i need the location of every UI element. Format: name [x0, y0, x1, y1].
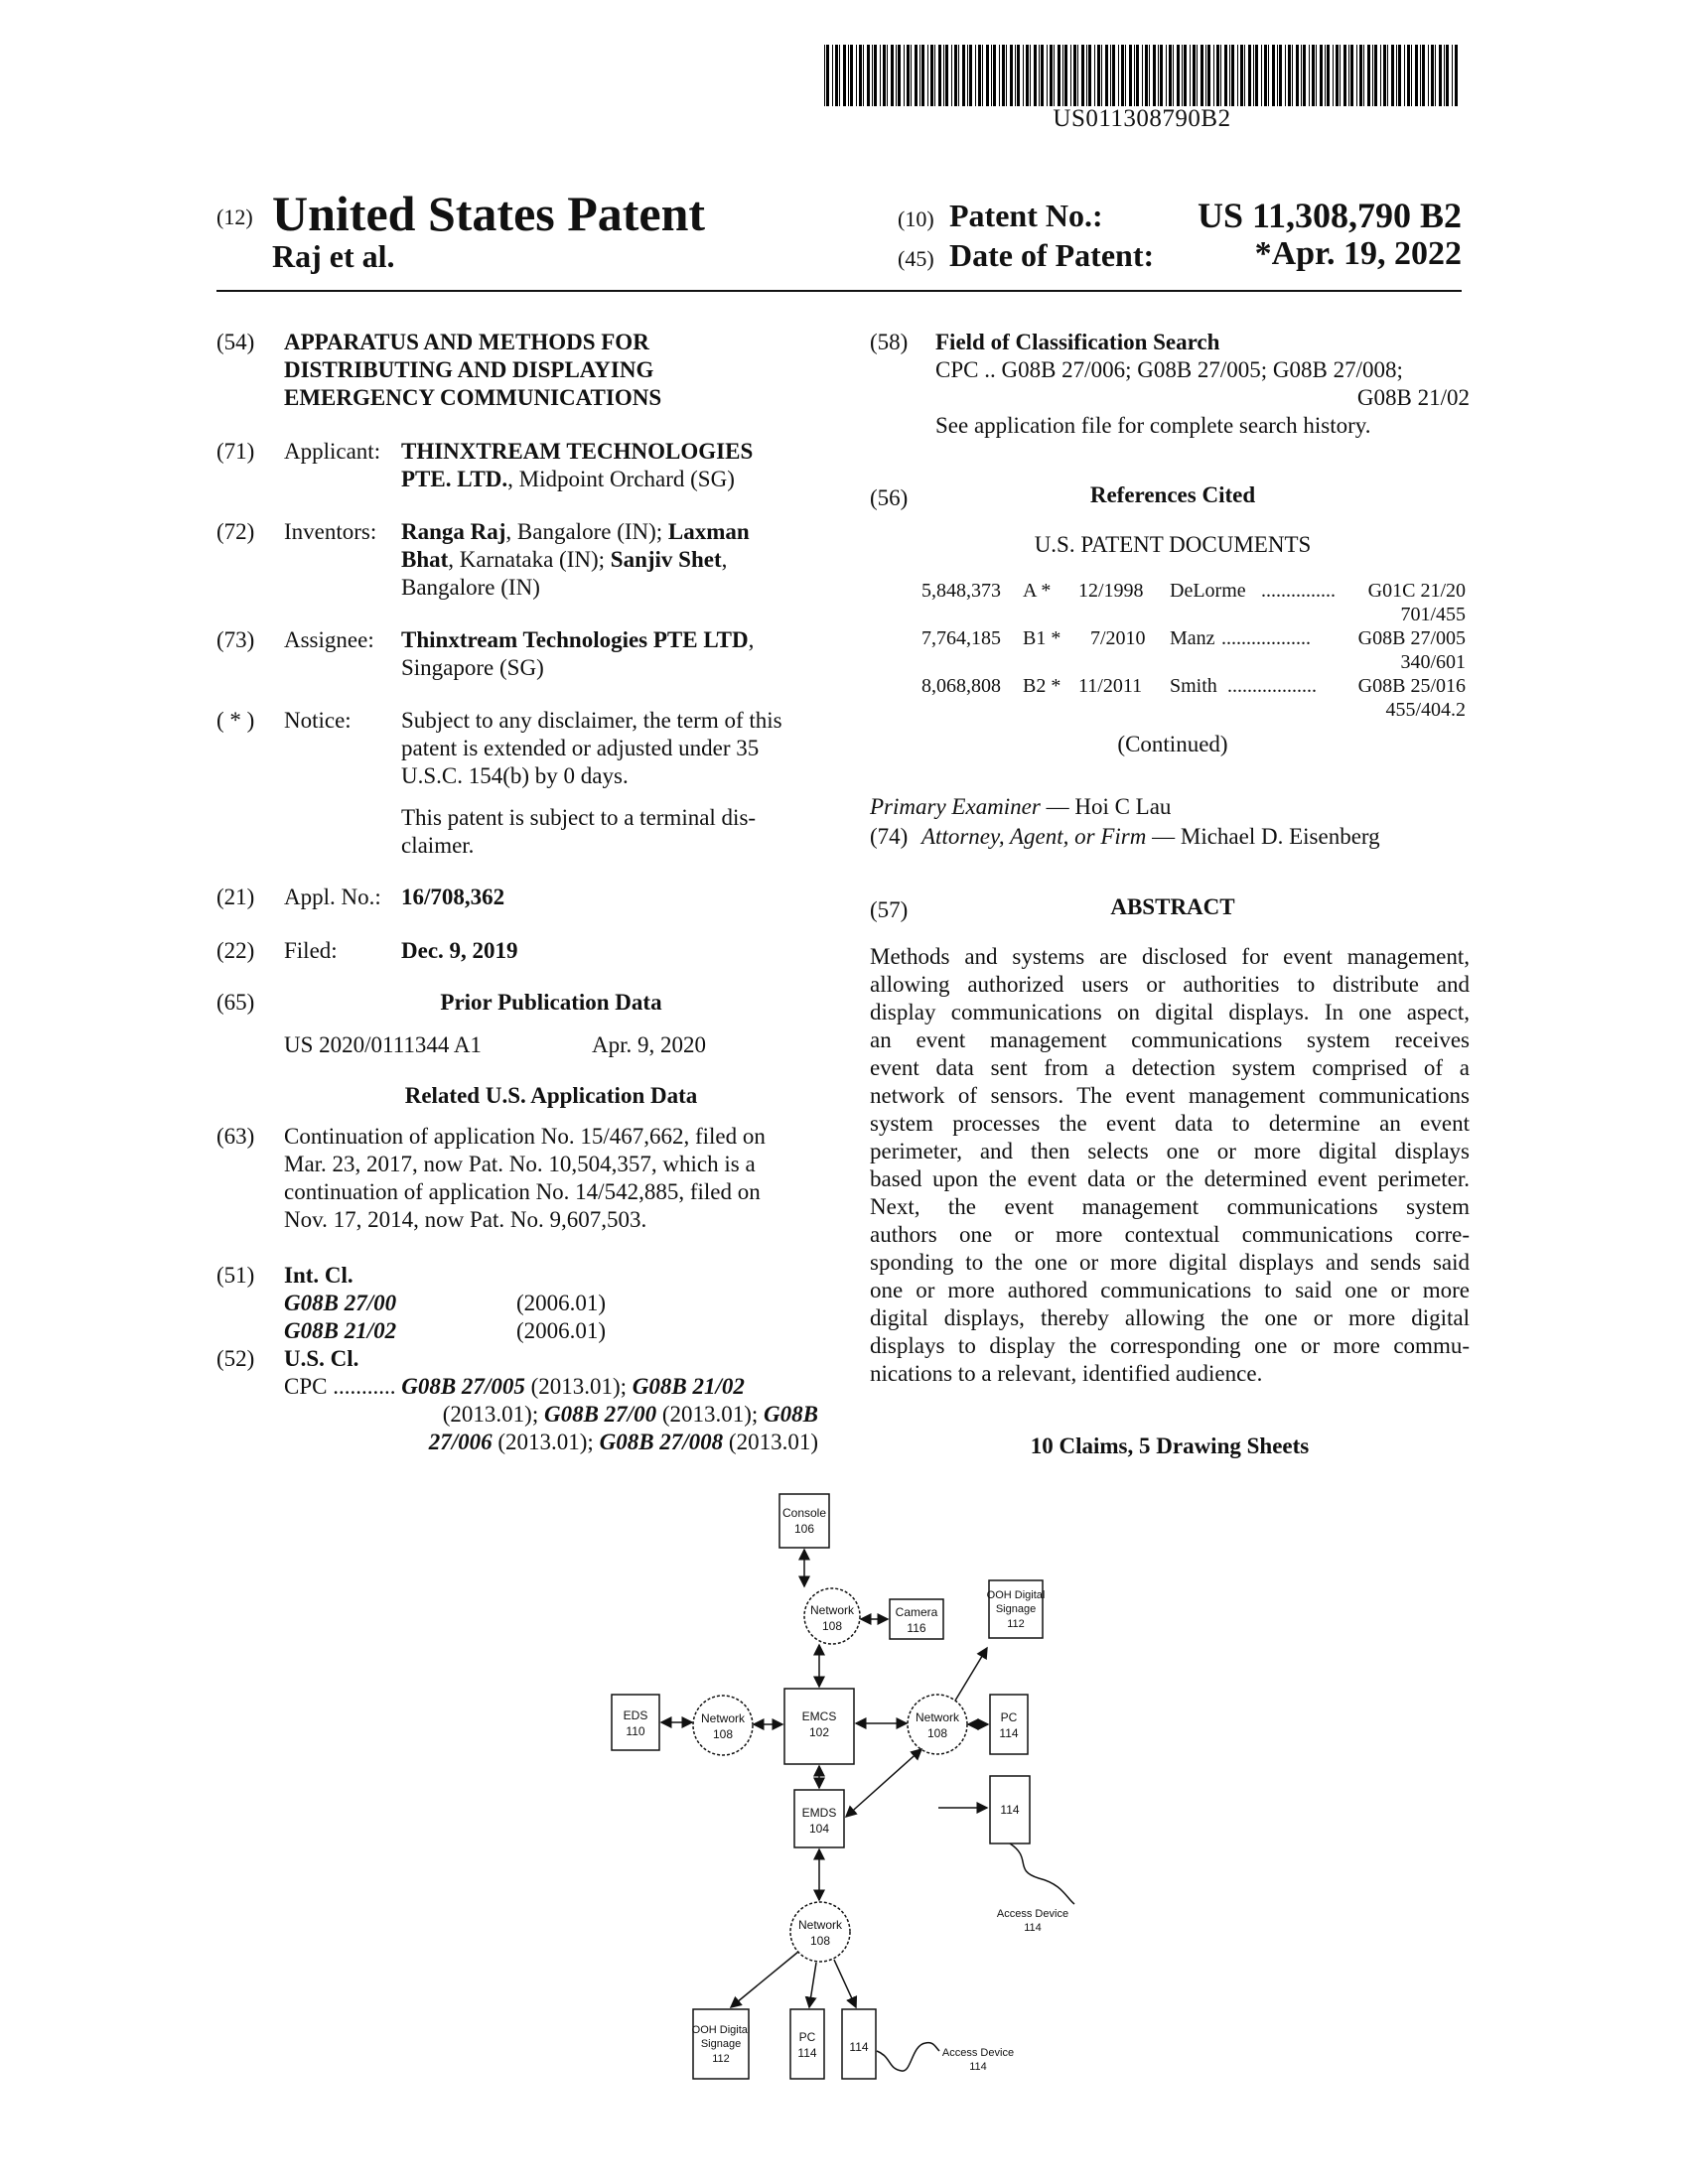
f72-code: (72)	[216, 519, 255, 544]
notice-text: Subject to any disclaimer, the term of this patent is extended or adjusted under 35 U.S.C. 154(b) by 0 days. This patent is subject to a terminal dis- claimer.	[401, 708, 782, 858]
us-cl-label: U.S. Cl.	[284, 1346, 359, 1371]
emds-number: 104	[808, 1822, 830, 1836]
appl-no-value: 16/708,362	[401, 885, 505, 909]
ooh-bottom-label-1: OOH Digital	[691, 2024, 751, 2036]
primary-examiner: Primary Examiner — Hoi C Lau	[870, 794, 1172, 819]
reference-row: 7,764,185 B1 * 7/2010 Manz .................. G08B 27/005	[921, 627, 1466, 649]
abstract-line: authors one or more contextual communications corre-	[870, 1222, 1470, 1247]
access-bottom-number: 114	[969, 2061, 987, 2073]
int-cl-label: Int. Cl.	[284, 1263, 353, 1288]
network-left-number: 108	[712, 1727, 734, 1741]
appl-no-label: Appl. No.:	[284, 885, 381, 909]
patent-no-value: US 11,308,790 B2	[1197, 196, 1462, 235]
abstract-line: network of sensors. The event management communications	[870, 1083, 1470, 1108]
ooh-bottom-number: 112	[712, 2053, 730, 2065]
filed-label: Filed:	[284, 938, 338, 963]
abstract-line: an event management communications system receives	[870, 1027, 1470, 1052]
pc-right-number: 114	[999, 1726, 1019, 1740]
device-right-number: 114	[1000, 1803, 1020, 1817]
abstract-line: one or more authored communications to said one or more	[870, 1278, 1470, 1302]
eds-number: 110	[626, 1724, 645, 1738]
patent-no-label: Patent No.:	[949, 198, 1103, 233]
field-search-cpc: CPC .. G08B 27/006; G08B 27/005; G08B 27/008; G08B 21/02 See application file for complete search history.	[935, 357, 1470, 438]
f21-code: (21)	[216, 885, 255, 909]
continuation-text: Continuation of application No. 15/467,662, filed on Mar. 23, 2017, now Pat. No. 10,504,357, which is a continuation of application No. 14/542,885, filed on Nov. 17, 2014, now Pat. No. 9,607,503.	[284, 1124, 766, 1232]
emcs-label: EMCS	[801, 1709, 837, 1723]
f58-code: (58)	[870, 330, 909, 354]
emcs-number: 102	[808, 1725, 830, 1739]
abstract-heading: ABSTRACT	[1110, 894, 1235, 919]
system-diagram	[596, 1489, 1092, 2095]
network-left-label: Network	[700, 1711, 746, 1725]
abstract-line: event data sent from a detection system comprised of a	[870, 1055, 1470, 1080]
f63-code: (63)	[216, 1124, 255, 1149]
claims-summary: 10 Claims, 5 Drawing Sheets	[1030, 1433, 1310, 1458]
ooh-top-label-1: OOH Digital	[986, 1589, 1046, 1601]
date-label: Date of Patent:	[949, 237, 1155, 273]
us-cl-cpc: CPC ........... G08B 27/005 (2013.01); G08B 21/02 (2013.01); G08B 27/00 (2013.01); G08B 27/006 (2013.01); G08B 27/008 (2013.01)	[284, 1374, 818, 1454]
f74-code: (74)	[870, 824, 909, 849]
reference-row: 5,848,373 A * 12/1998 DeLorme ............... G01C 21/20	[921, 580, 1466, 602]
network-top-label: Network	[809, 1603, 855, 1617]
invention-title: APPARATUS AND METHODS FOR DISTRIBUTING AND DISPLAYING EMERGENCY COMMUNICATIONS	[284, 330, 662, 410]
pc-bottom-box	[790, 2009, 824, 2079]
applicant-value: THINXTREAM TECHNOLOGIES PTE. LTD., Midpoint Orchard (SG)	[401, 439, 754, 491]
references-table	[870, 580, 1470, 723]
network-top-number: 108	[821, 1619, 843, 1633]
int-cl-2-date: (2006.01)	[516, 1318, 607, 1343]
network-bottom-cloud	[790, 1902, 850, 1962]
access-right-number: 114	[1024, 1922, 1042, 1934]
network-bottom-number: 108	[809, 1934, 831, 1948]
int-cl-1: G08B 27/00	[284, 1291, 397, 1315]
f22-code: (22)	[216, 938, 255, 963]
pc-right-box	[990, 1695, 1028, 1754]
network-right-label: Network	[915, 1710, 960, 1724]
code-12: (12)	[216, 205, 253, 229]
network-right-number: 108	[926, 1726, 948, 1740]
prior-pub-number: US 2020/0111344 A1	[284, 1032, 482, 1057]
abstract-text	[870, 943, 1470, 1388]
code-10: (10)	[898, 206, 934, 231]
f57-code: (57)	[870, 897, 909, 922]
eds-label: EDS	[623, 1708, 648, 1722]
abstract-line: displays to display the corresponding one or more commu-	[870, 1333, 1470, 1358]
abstract-line: based upon the event data or the determined event perimeter.	[870, 1166, 1470, 1191]
int-cl-1-date: (2006.01)	[516, 1291, 607, 1315]
access-bottom-label: Access Device	[941, 2047, 1015, 2059]
code-45: (45)	[898, 246, 934, 271]
access-right-label: Access Device	[996, 1908, 1069, 1920]
pc-bottom-number: 114	[797, 2046, 817, 2060]
inventors-label: Inventors:	[284, 519, 377, 544]
abstract-line: Next, the event management communications system	[870, 1194, 1470, 1219]
reference-row-sub: 455/404.2	[1385, 699, 1466, 721]
filed-value: Dec. 9, 2019	[401, 938, 518, 963]
console-number: 106	[793, 1522, 815, 1536]
pc-right-label: PC	[1000, 1710, 1018, 1724]
prior-pub-heading: Prior Publication Data	[440, 990, 662, 1015]
patent-title: United States Patent	[272, 186, 706, 241]
emds-label: EMDS	[801, 1806, 837, 1820]
network-left-cloud	[693, 1696, 753, 1755]
ooh-bottom-label-2: Signage	[700, 2038, 742, 2050]
assignee-value: Thinxtream Technologies PTE LTD, Singapore (SG)	[401, 627, 755, 680]
abstract-line: sponding to the one or more digital displays and sends said	[870, 1250, 1470, 1275]
inventors-short: Raj et al.	[272, 238, 395, 274]
reference-row-sub: 701/455	[1400, 604, 1466, 625]
f54-code: (54)	[216, 330, 255, 354]
date-value: *Apr. 19, 2022	[1254, 235, 1462, 272]
prior-pub-date: Apr. 9, 2020	[592, 1032, 706, 1057]
ooh-top-number: 112	[1007, 1618, 1025, 1630]
barcode	[824, 45, 1460, 106]
network-bottom-label: Network	[797, 1918, 843, 1932]
us-patent-documents: U.S. PATENT DOCUMENTS	[1034, 532, 1312, 557]
abstract-line: display communications on digital displays. In one aspect,	[870, 1000, 1470, 1024]
int-cl-2: G08B 21/02	[284, 1318, 397, 1343]
references-continued: (Continued)	[1117, 732, 1228, 756]
reference-row: 8,068,808 B2 * 11/2011 Smith .................. G08B 25/016	[921, 675, 1466, 697]
console-box	[779, 1494, 829, 1548]
abstract-line: perimeter, and then selects one or more digital displays	[870, 1139, 1470, 1163]
abstract-line: digital displays, thereby allowing the one or more digital	[870, 1305, 1470, 1330]
notice-code: ( * )	[216, 708, 255, 733]
camera-label: Camera	[895, 1605, 938, 1619]
field-search-label: Field of Classification Search	[935, 330, 1220, 354]
f65-code: (65)	[216, 990, 255, 1015]
f56-code: (56)	[870, 485, 909, 510]
abstract-line: system processes the event data to determine an event	[870, 1111, 1470, 1136]
inventors-value: Ranga Raj, Bangalore (IN); Laxman Bhat, Karnataka (IN); Sanjiv Shet, Bangalore (IN)	[401, 519, 750, 600]
f73-code: (73)	[216, 627, 255, 652]
f52-code: (52)	[216, 1346, 255, 1371]
device-bottom-number: 114	[849, 2040, 869, 2054]
eds-box	[612, 1695, 659, 1750]
f71-code: (71)	[216, 439, 255, 464]
reference-row-sub: 340/601	[1400, 651, 1466, 673]
pc-bottom-label: PC	[798, 2030, 816, 2044]
assignee-label: Assignee:	[284, 627, 374, 652]
abstract-line: allowing authorized users or authorities to distribute and	[870, 972, 1470, 997]
ooh-top-label-2: Signage	[995, 1603, 1037, 1615]
applicant-label: Applicant:	[284, 439, 381, 464]
header-rule	[216, 290, 1462, 292]
camera-number: 116	[907, 1621, 926, 1635]
attorney: Attorney, Agent, or Firm — Michael D. Eisenberg	[921, 824, 1380, 849]
notice-label: Notice:	[284, 708, 352, 733]
references-heading: References Cited	[1089, 482, 1256, 507]
network-right-cloud	[908, 1695, 967, 1754]
console-label: Console	[781, 1506, 827, 1520]
related-heading: Related U.S. Application Data	[404, 1083, 698, 1108]
barcode-number: US011308790B2	[1053, 105, 1231, 132]
abstract-line: nications to a relevant, identified audience.	[870, 1361, 1263, 1386]
abstract-line: Methods and systems are disclosed for event management,	[870, 944, 1470, 969]
f51-code: (51)	[216, 1263, 255, 1288]
